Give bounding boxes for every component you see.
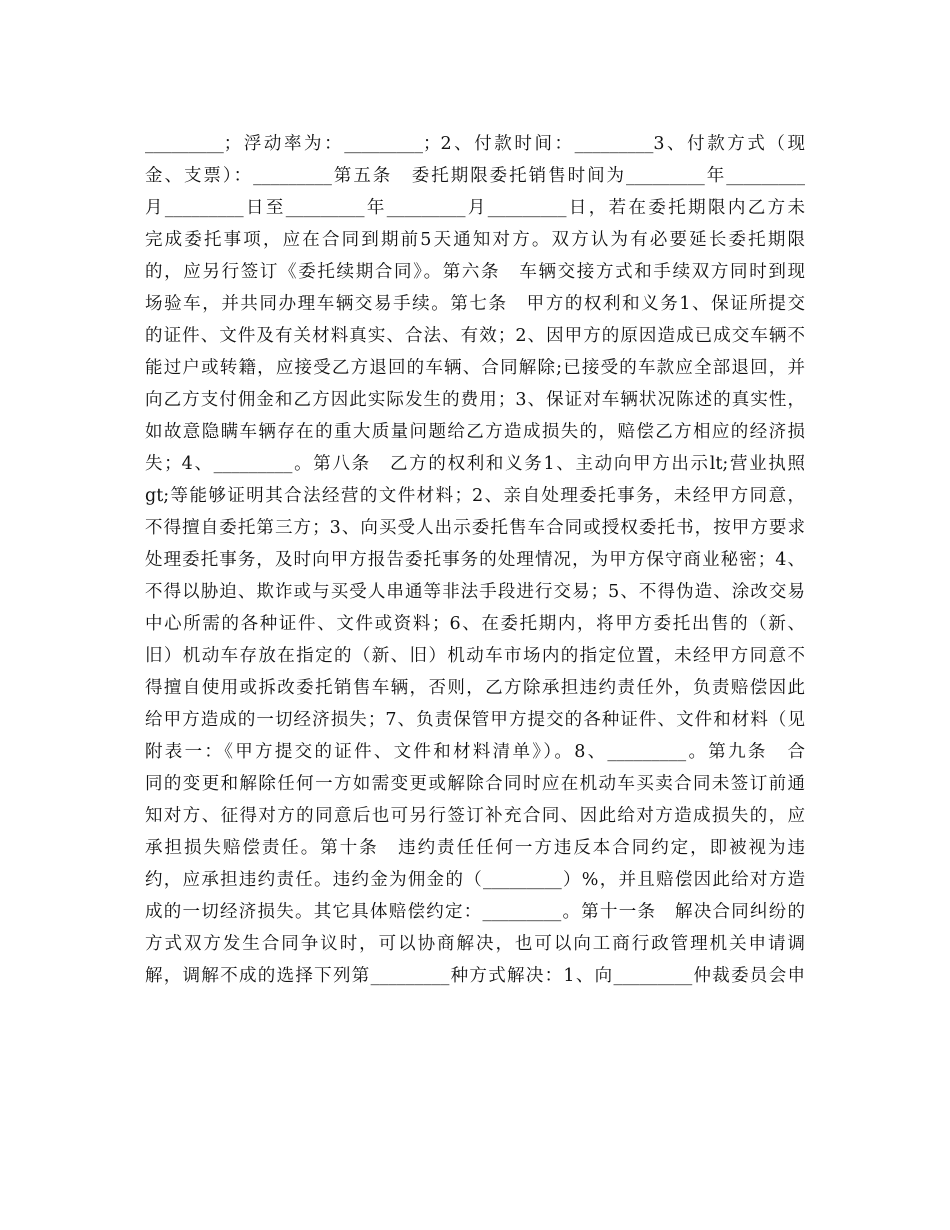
text-line: 的，应另行签订《委托续期合同》。第六条 车辆交接方式和手续双方同时到现 [145,262,805,282]
text-line: 处理委托事务，及时向甲方报告委托事务的处理情况，为甲方保守商业秘密；4、 [145,550,805,570]
text-line: 同的变更和解除任何一方如需变更或解除合同时应在机动车买卖合同未签订前通 [145,774,805,794]
text-line: 如故意隐瞒车辆存在的重大质量问题给乙方造成损失的，赔偿乙方相应的经济损 [145,422,805,442]
text-line: 完成委托事项，应在合同到期前5天通知对方。双方认为有必要延长委托期限 [145,230,805,250]
text-line: 旧）机动车存放在指定的（新、旧）机动车市场内的指定位置，未经甲方同意不 [145,646,805,666]
text-line: 的证件、文件及有关材料真实、合法、有效；2、因甲方的原因造成已成交车辆不 [145,326,805,346]
text-line: 约，应承担违约责任。违约金为佣金的（_________）%，并且赔偿因此给对方造 [145,870,805,890]
text-line: 成的一切经济损失。其它具体赔偿约定：_________。第十一条 解决合同纠纷的 [145,902,805,922]
text-line: 金、支票）：_________第五条 委托期限委托销售时间为_________年_________ [145,166,805,186]
text-line: 得擅自使用或拆改委托销售车辆，否则，乙方除承担违约责任外，负责赔偿因此 [145,678,805,698]
text-line: 中心所需的各种证件、文件或资料；6、在委托期内，将甲方委托出售的（新、 [145,614,805,634]
text-line: 能过户或转籍，应接受乙方退回的车辆、合同解除;已接受的车款应全部退回，并 [145,358,805,378]
text-line: 向乙方支付佣金和乙方因此实际发生的费用；3、保证对车辆状况陈述的真实性， [145,390,805,410]
text-line: 给甲方造成的一切经济损失；7、负责保管甲方提交的各种证件、文件和材料（见 [145,710,805,730]
text-line: 不得以胁迫、欺诈或与买受人串通等非法手段进行交易；5、不得伪造、涂改交易 [145,582,805,602]
text-line: 解，调解不成的选择下列第_________种方式解决：1、向_________仲裁委员会申 [145,966,805,986]
text-line: 失；4、_________。第八条 乙方的权利和义务1、主动向甲方出示lt;营业执照 [145,454,805,474]
text-line: _________；浮动率为：_________；2、付款时间：_________3、付款方式（现 [145,134,805,154]
text-line: 方式双方发生合同争议时，可以协商解决，也可以向工商行政管理机关申请调 [145,934,805,954]
text-line: 场验车，并共同办理车辆交易手续。第七条 甲方的权利和义务1、保证所提交 [145,294,805,314]
text-line: 知对方、征得对方的同意后也可另行签订补充合同、因此给对方造成损失的，应 [145,806,805,826]
contract-body-text [145,128,805,992]
text-line: 承担损失赔偿责任。第十条 违约责任任何一方违反本合同约定，即被视为违 [145,838,805,858]
text-line: 不得擅自委托第三方；3、向买受人出示委托售车合同或授权委托书，按甲方要求 [145,518,805,538]
text-line: 附表一：《甲方提交的证件、文件和材料清单》）。8、_________。第九条 合 [145,742,805,762]
text-line: gt;等能够证明其合法经营的文件材料；2、亲自处理委托事务，未经甲方同意， [145,486,805,506]
text-line: 月_________日至_________年_________月_________日，若在委托期限内乙方未 [145,198,805,218]
